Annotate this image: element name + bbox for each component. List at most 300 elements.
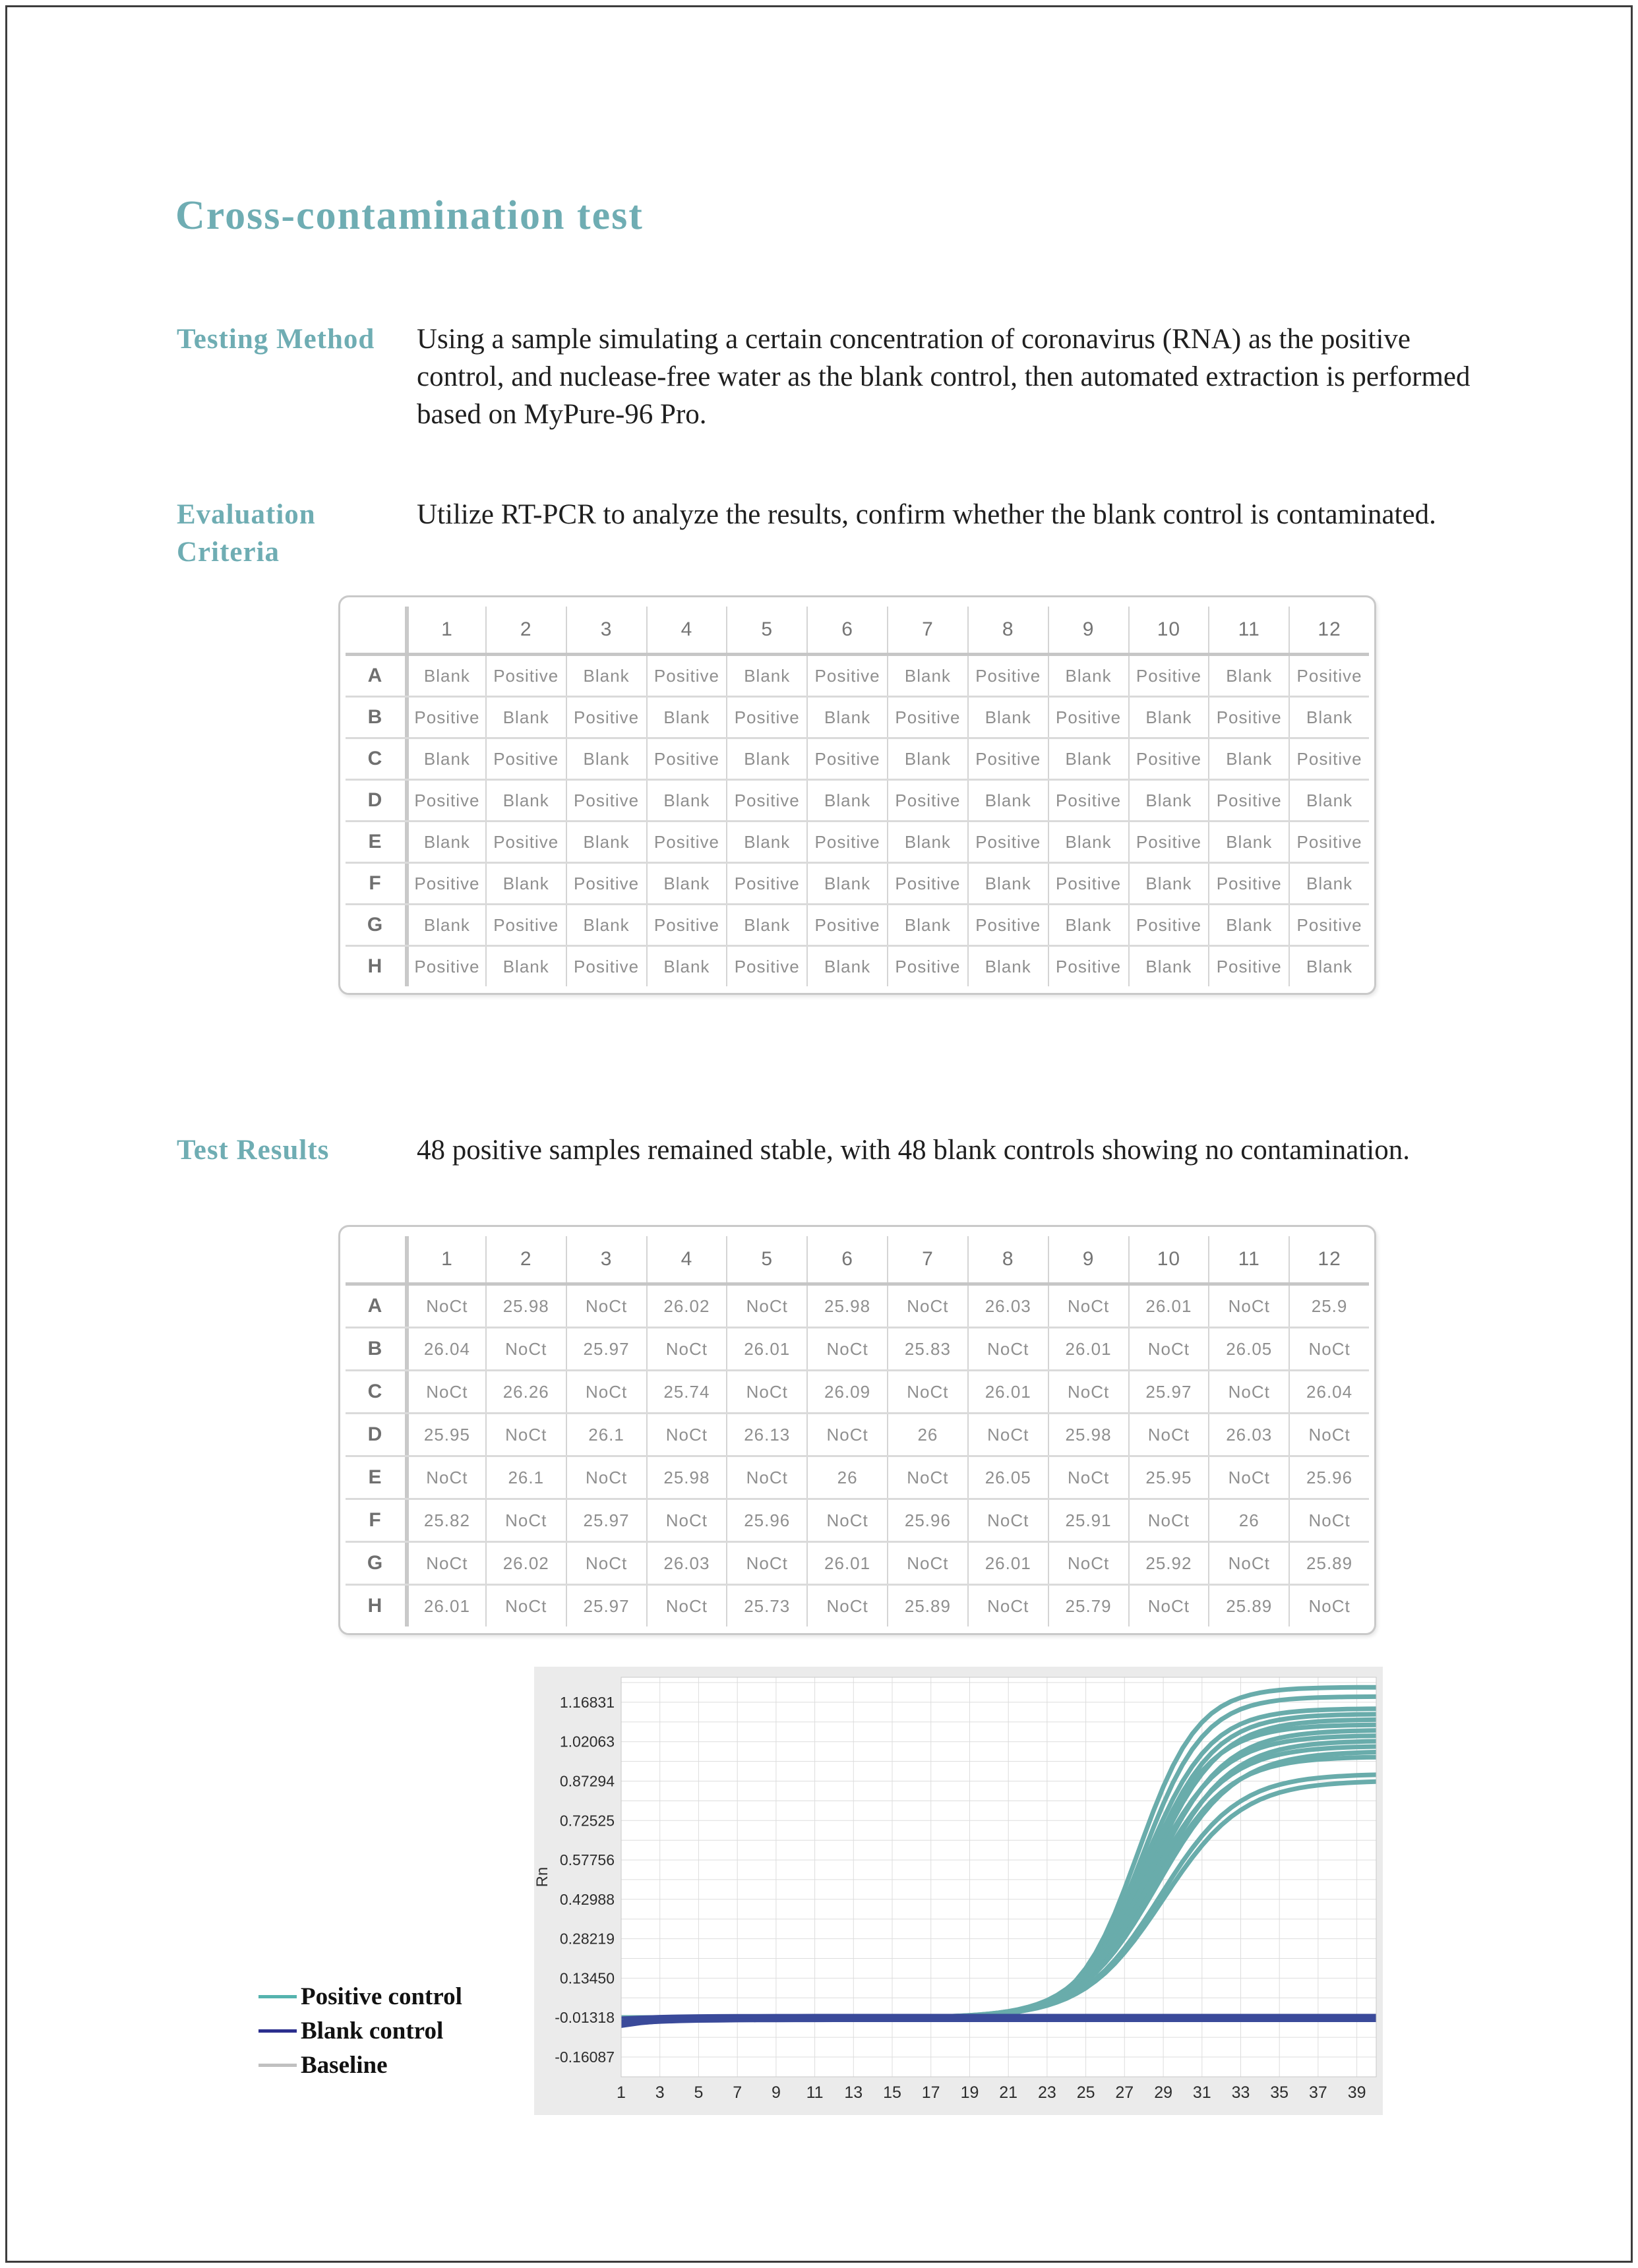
well-cell: Blank: [806, 864, 887, 903]
ct-value-cell: NoCt: [1289, 1586, 1369, 1626]
column-header: 8: [967, 607, 1048, 653]
ct-value-cell: NoCt: [646, 1328, 727, 1369]
ct-value-cell: 25.98: [1048, 1414, 1128, 1455]
ct-value-cell: 26.03: [1208, 1414, 1289, 1455]
well-cell: Blank: [1048, 739, 1128, 779]
row-header: D: [367, 1423, 383, 1445]
ct-value-cell: 26: [887, 1414, 967, 1455]
well-cell: Positive: [887, 947, 967, 986]
table-row: [346, 737, 1369, 779]
ct-value-cell: 25.96: [726, 1500, 806, 1541]
ct-value-cell: NoCt: [485, 1328, 566, 1369]
ct-value-cell: 26.01: [1048, 1328, 1128, 1369]
table-row: [346, 1584, 1369, 1626]
well-cell: Positive: [1208, 781, 1289, 820]
well-cell: Blank: [726, 905, 806, 945]
ct-value-cell: NoCt: [566, 1457, 646, 1498]
section-label-testing-method: Testing Method: [177, 324, 375, 355]
svg-text:0.72525: 0.72525: [559, 1812, 615, 1830]
well-cell: Blank: [566, 656, 646, 696]
ct-value-cell: 25.9: [1289, 1286, 1369, 1327]
well-cell: Positive: [1289, 739, 1369, 779]
section-label-test-results: Test Results: [177, 1135, 330, 1166]
well-cell: Blank: [887, 905, 967, 945]
ct-value-cell: 26.02: [646, 1286, 727, 1327]
well-cell: Positive: [1208, 698, 1289, 737]
table-row: [346, 696, 1369, 737]
ct-value-cell: NoCt: [566, 1543, 646, 1584]
ct-value-cell: NoCt: [967, 1586, 1048, 1626]
well-cell: Positive: [1048, 947, 1128, 986]
ct-value-cell: NoCt: [566, 1286, 646, 1327]
table-row: [346, 1369, 1369, 1412]
ct-value-cell: NoCt: [1208, 1457, 1289, 1498]
svg-text:31: 31: [1192, 2083, 1211, 2102]
row-header: D: [367, 789, 383, 811]
legend-item-positive-control: [258, 1979, 462, 2014]
ct-value-cell: 25.97: [1128, 1371, 1209, 1412]
well-cell: Blank: [1048, 822, 1128, 862]
well-cell: Positive: [806, 822, 887, 862]
well-cell: Blank: [405, 656, 485, 696]
well-cell: Positive: [1289, 822, 1369, 862]
well-cell: Blank: [1289, 947, 1369, 986]
well-cell: Blank: [646, 947, 727, 986]
column-header: 4: [646, 607, 727, 653]
ct-value-cell: 25.79: [1048, 1586, 1128, 1626]
ct-value-cell: 26.02: [485, 1543, 566, 1584]
well-cell: Positive: [967, 739, 1048, 779]
svg-text:0.42988: 0.42988: [559, 1890, 615, 1908]
svg-text:0.87294: 0.87294: [559, 1772, 615, 1790]
well-cell: Positive: [806, 739, 887, 779]
well-cell: Positive: [967, 905, 1048, 945]
well-cell: Positive: [485, 905, 566, 945]
well-cell: Positive: [485, 656, 566, 696]
ct-value-cell: 25.91: [1048, 1500, 1128, 1541]
ct-value-cell: 25.73: [726, 1586, 806, 1626]
svg-text:19: 19: [960, 2083, 979, 2102]
well-cell: Blank: [1208, 822, 1289, 862]
column-header: 6: [806, 1236, 887, 1282]
well-cell: Positive: [887, 781, 967, 820]
column-header: 11: [1208, 607, 1289, 653]
ct-value-cell: NoCt: [806, 1500, 887, 1541]
well-cell: Blank: [1208, 656, 1289, 696]
ct-value-cell: 26.1: [485, 1457, 566, 1498]
row-header: F: [369, 872, 382, 894]
testing-method-body: Using a sample simulating a certain concentration of coronavirus (RNA) as the positive control, and nuclease-free water as the blank control, then automated extraction is performed based on MyPure-96 Pro.: [417, 324, 1471, 430]
ct-value-cell: 25.92: [1128, 1543, 1209, 1584]
well-cell: Positive: [726, 698, 806, 737]
ct-value-cell: 26.01: [967, 1371, 1048, 1412]
table-row: [346, 1327, 1369, 1369]
well-cell: Blank: [405, 905, 485, 945]
well-cell: Blank: [1128, 698, 1209, 737]
well-cell: Positive: [726, 947, 806, 986]
well-cell: Blank: [485, 864, 566, 903]
ct-value-cell: 25.95: [1128, 1457, 1209, 1498]
ct-value-cell: NoCt: [1048, 1371, 1128, 1412]
svg-text:0.13450: 0.13450: [559, 1969, 615, 1987]
well-cell: Blank: [1289, 698, 1369, 737]
well-cell: Positive: [887, 864, 967, 903]
row-header: H: [367, 955, 383, 977]
ct-value-cell: 25.97: [566, 1500, 646, 1541]
well-cell: Blank: [1128, 864, 1209, 903]
ct-value-cell: 25.74: [646, 1371, 727, 1412]
corner-cell: [346, 607, 405, 653]
row-header: A: [367, 665, 383, 686]
ct-value-cell: NoCt: [1128, 1328, 1209, 1369]
well-cell: Blank: [887, 656, 967, 696]
svg-text:17: 17: [921, 2083, 940, 2102]
ct-value-cell: 25.95: [405, 1414, 485, 1455]
well-cell: Blank: [1289, 864, 1369, 903]
column-header: 1: [405, 607, 485, 653]
ct-value-cell: 25.89: [887, 1586, 967, 1626]
table-row: [346, 1498, 1369, 1541]
ct-value-cell: NoCt: [887, 1543, 967, 1584]
table-row: [346, 820, 1369, 862]
well-cell: Positive: [405, 781, 485, 820]
row-header: H: [367, 1595, 383, 1617]
ct-value-cell: NoCt: [726, 1457, 806, 1498]
well-cell: Blank: [566, 822, 646, 862]
ct-value-cell: NoCt: [405, 1457, 485, 1498]
ct-value-cell: NoCt: [646, 1500, 727, 1541]
column-header: 6: [806, 607, 887, 653]
column-header: 1: [405, 1236, 485, 1282]
ct-value-cell: NoCt: [1048, 1457, 1128, 1498]
well-cell: Positive: [646, 739, 727, 779]
row-header: G: [367, 1552, 384, 1574]
ct-value-cell: NoCt: [1208, 1371, 1289, 1412]
ct-value-cell: NoCt: [726, 1286, 806, 1327]
ct-value-cell: NoCt: [726, 1543, 806, 1584]
well-cell: Positive: [646, 656, 727, 696]
ct-results-table: [338, 1225, 1376, 1635]
ct-value-cell: 26.13: [726, 1414, 806, 1455]
well-cell: Blank: [485, 781, 566, 820]
ct-value-cell: NoCt: [485, 1586, 566, 1626]
well-cell: Positive: [887, 698, 967, 737]
well-cell: Blank: [967, 864, 1048, 903]
ct-value-cell: NoCt: [1289, 1500, 1369, 1541]
table-row: [346, 1286, 1369, 1327]
legend-label: Blank control: [301, 2017, 444, 2044]
ct-value-cell: 26.01: [405, 1586, 485, 1626]
plate-header-row: [346, 607, 1369, 656]
column-header: 5: [726, 1236, 806, 1282]
row-header: F: [369, 1509, 382, 1531]
ct-value-cell: NoCt: [646, 1414, 727, 1455]
well-cell: Positive: [646, 905, 727, 945]
table-row: [346, 779, 1369, 820]
well-cell: Blank: [1289, 781, 1369, 820]
column-header: 10: [1128, 1236, 1209, 1282]
ct-value-cell: 26.03: [646, 1543, 727, 1584]
table-row: [346, 1412, 1369, 1455]
well-cell: Positive: [1128, 905, 1209, 945]
chart-legend: [258, 1979, 462, 2082]
well-cell: Positive: [1128, 822, 1209, 862]
ct-value-cell: NoCt: [806, 1328, 887, 1369]
svg-text:33: 33: [1231, 2083, 1250, 2102]
ct-value-cell: 25.97: [566, 1586, 646, 1626]
well-cell: Blank: [405, 739, 485, 779]
legend-item-baseline: [258, 2048, 462, 2082]
table-row: [346, 1541, 1369, 1584]
ct-value-cell: NoCt: [405, 1286, 485, 1327]
row-header: C: [367, 748, 383, 769]
well-cell: Positive: [405, 864, 485, 903]
amplification-plot: [534, 1667, 1383, 2115]
well-cell: Blank: [1048, 905, 1128, 945]
well-cell: Blank: [806, 947, 887, 986]
svg-text:0.57756: 0.57756: [559, 1851, 615, 1869]
ct-value-cell: 25.98: [485, 1286, 566, 1327]
svg-text:29: 29: [1154, 2083, 1173, 2102]
well-cell: Positive: [566, 698, 646, 737]
svg-text:1.16831: 1.16831: [559, 1693, 615, 1711]
well-cell: Blank: [566, 739, 646, 779]
well-cell: Positive: [806, 656, 887, 696]
well-cell: Blank: [1128, 947, 1209, 986]
well-cell: Positive: [1048, 864, 1128, 903]
ct-value-cell: NoCt: [726, 1371, 806, 1412]
well-cell: Blank: [887, 822, 967, 862]
ct-value-cell: NoCt: [1208, 1543, 1289, 1584]
well-cell: Blank: [887, 739, 967, 779]
test-results-body: 48 positive samples remained stable, with 48 blank controls showing no contamination.: [417, 1135, 1410, 1166]
svg-text:7: 7: [733, 2083, 743, 2102]
well-cell: Blank: [967, 781, 1048, 820]
well-cell: Blank: [1128, 781, 1209, 820]
ct-value-cell: 26.05: [967, 1457, 1048, 1498]
ct-value-cell: NoCt: [1048, 1543, 1128, 1584]
ct-value-cell: 26: [1208, 1500, 1289, 1541]
results-header-row: [346, 1236, 1369, 1286]
table-row: [346, 1455, 1369, 1498]
ct-value-cell: NoCt: [887, 1457, 967, 1498]
ct-value-cell: 25.96: [887, 1500, 967, 1541]
table-row: [346, 862, 1369, 903]
ct-value-cell: NoCt: [485, 1414, 566, 1455]
svg-text:37: 37: [1308, 2083, 1327, 2102]
ct-value-cell: NoCt: [405, 1371, 485, 1412]
ct-value-cell: 25.98: [806, 1286, 887, 1327]
column-header: 4: [646, 1236, 727, 1282]
column-header: 9: [1048, 1236, 1128, 1282]
legend-label: Positive control: [301, 1983, 462, 2010]
ct-value-cell: NoCt: [1289, 1328, 1369, 1369]
ct-value-cell: 26.26: [485, 1371, 566, 1412]
well-cell: Positive: [566, 864, 646, 903]
ct-value-cell: 25.97: [566, 1328, 646, 1369]
column-header: 2: [485, 1236, 566, 1282]
svg-text:25: 25: [1076, 2083, 1095, 2102]
well-cell: Positive: [726, 781, 806, 820]
row-header: A: [367, 1295, 383, 1317]
svg-text:1.02063: 1.02063: [559, 1733, 615, 1750]
row-header: E: [368, 831, 382, 852]
well-cell: Blank: [806, 781, 887, 820]
column-header: 7: [887, 1236, 967, 1282]
ct-value-cell: 26: [806, 1457, 887, 1498]
svg-text:9: 9: [771, 2083, 781, 2102]
well-cell: Positive: [405, 947, 485, 986]
svg-text:39: 39: [1347, 2083, 1366, 2102]
ct-value-cell: NoCt: [806, 1586, 887, 1626]
ct-value-cell: NoCt: [887, 1371, 967, 1412]
ct-value-cell: NoCt: [646, 1586, 727, 1626]
ct-value-cell: NoCt: [1128, 1414, 1209, 1455]
svg-text:21: 21: [999, 2083, 1018, 2102]
ct-value-cell: 26.03: [967, 1286, 1048, 1327]
column-header: 3: [566, 607, 646, 653]
well-cell: Positive: [1048, 698, 1128, 737]
well-cell: Blank: [1048, 656, 1128, 696]
ct-value-cell: NoCt: [887, 1286, 967, 1327]
y-axis-title: Rn: [534, 1866, 551, 1888]
ct-value-cell: 26.01: [1128, 1286, 1209, 1327]
ct-value-cell: 26.01: [806, 1543, 887, 1584]
column-header: 12: [1289, 1236, 1369, 1282]
page-title: Cross-contamination test: [175, 193, 644, 238]
row-header: E: [368, 1466, 382, 1488]
column-header: 12: [1289, 607, 1369, 653]
well-cell: Positive: [646, 822, 727, 862]
ct-value-cell: NoCt: [1289, 1414, 1369, 1455]
well-cell: Blank: [646, 698, 727, 737]
ct-value-cell: 26.05: [1208, 1328, 1289, 1369]
well-cell: Positive: [566, 781, 646, 820]
ct-value-cell: NoCt: [1128, 1586, 1209, 1626]
evaluation-criteria-body: Utilize RT-PCR to analyze the results, confirm whether the blank control is contaminated.: [417, 499, 1436, 530]
svg-text:5: 5: [694, 2083, 704, 2102]
blank-control-line-swatch: [258, 2029, 297, 2033]
svg-text:27: 27: [1115, 2083, 1134, 2102]
section-label-evaluation-criteria: Evaluation Criteria: [177, 499, 316, 568]
ct-value-cell: NoCt: [1128, 1500, 1209, 1541]
well-cell: Positive: [485, 739, 566, 779]
column-header: 2: [485, 607, 566, 653]
svg-text:15: 15: [883, 2083, 901, 2102]
table-row: [346, 945, 1369, 986]
baseline-line-swatch: [258, 2064, 297, 2067]
well-cell: Blank: [967, 698, 1048, 737]
ct-value-cell: 25.96: [1289, 1457, 1369, 1498]
ct-value-cell: NoCt: [967, 1414, 1048, 1455]
corner-cell: [346, 1236, 405, 1282]
well-cell: Positive: [1128, 656, 1209, 696]
svg-text:13: 13: [844, 2083, 863, 2102]
well-cell: Positive: [1128, 739, 1209, 779]
svg-text:-0.01318: -0.01318: [555, 2009, 615, 2027]
ct-value-cell: NoCt: [405, 1543, 485, 1584]
column-header: 5: [726, 607, 806, 653]
well-cell: Positive: [405, 698, 485, 737]
legend-item-blank-control: [258, 2014, 462, 2048]
ct-value-cell: 25.98: [646, 1457, 727, 1498]
well-cell: Blank: [566, 905, 646, 945]
ct-value-cell: 26.04: [405, 1328, 485, 1369]
plate-layout-table: [338, 595, 1376, 995]
well-cell: Blank: [967, 947, 1048, 986]
ct-value-cell: NoCt: [967, 1328, 1048, 1369]
ct-value-cell: 26.1: [566, 1414, 646, 1455]
svg-text:11: 11: [806, 2083, 824, 2102]
column-header: 9: [1048, 607, 1128, 653]
svg-text:35: 35: [1270, 2083, 1289, 2102]
well-cell: Blank: [1208, 739, 1289, 779]
well-cell: Blank: [726, 822, 806, 862]
row-header: C: [367, 1381, 383, 1402]
ct-value-cell: 25.89: [1208, 1586, 1289, 1626]
well-cell: Blank: [485, 698, 566, 737]
well-cell: Blank: [806, 698, 887, 737]
ct-value-cell: 25.89: [1289, 1543, 1369, 1584]
well-cell: Positive: [806, 905, 887, 945]
well-cell: Positive: [1289, 656, 1369, 696]
ct-value-cell: NoCt: [566, 1371, 646, 1412]
well-cell: Blank: [1208, 905, 1289, 945]
ct-value-cell: NoCt: [806, 1414, 887, 1455]
amplification-plot-svg: [534, 1667, 1383, 2115]
row-header: B: [367, 1338, 383, 1359]
well-cell: Positive: [726, 864, 806, 903]
svg-text:3: 3: [655, 2083, 665, 2102]
column-header: 11: [1208, 1236, 1289, 1282]
svg-text:1: 1: [617, 2083, 626, 2102]
well-cell: Positive: [485, 822, 566, 862]
well-cell: Positive: [967, 656, 1048, 696]
ct-value-cell: 26.09: [806, 1371, 887, 1412]
well-cell: Blank: [646, 864, 727, 903]
well-cell: Blank: [646, 781, 727, 820]
svg-text:23: 23: [1037, 2083, 1056, 2102]
well-cell: Positive: [1208, 947, 1289, 986]
ct-value-cell: 26.01: [726, 1328, 806, 1369]
well-cell: Positive: [566, 947, 646, 986]
column-header: 3: [566, 1236, 646, 1282]
legend-label: Baseline: [301, 2051, 388, 2079]
ct-value-cell: 25.82: [405, 1500, 485, 1541]
svg-text:-0.16087: -0.16087: [555, 2048, 615, 2066]
ct-value-cell: NoCt: [1208, 1286, 1289, 1327]
ct-value-cell: NoCt: [485, 1500, 566, 1541]
ct-value-cell: NoCt: [1048, 1286, 1128, 1327]
well-cell: Positive: [1208, 864, 1289, 903]
column-header: 10: [1128, 607, 1209, 653]
ct-value-cell: NoCt: [967, 1500, 1048, 1541]
well-cell: Blank: [485, 947, 566, 986]
ct-value-cell: 26.04: [1289, 1371, 1369, 1412]
positive-control-line-swatch: [258, 1995, 297, 1998]
column-header: 7: [887, 607, 967, 653]
row-header: B: [367, 706, 383, 728]
column-header: 8: [967, 1236, 1048, 1282]
ct-value-cell: 26.01: [967, 1543, 1048, 1584]
well-cell: Positive: [1048, 781, 1128, 820]
well-cell: Positive: [1289, 905, 1369, 945]
well-cell: Blank: [405, 822, 485, 862]
ct-value-cell: 25.83: [887, 1328, 967, 1369]
well-cell: Blank: [726, 656, 806, 696]
well-cell: Blank: [726, 739, 806, 779]
row-header: G: [367, 914, 384, 936]
